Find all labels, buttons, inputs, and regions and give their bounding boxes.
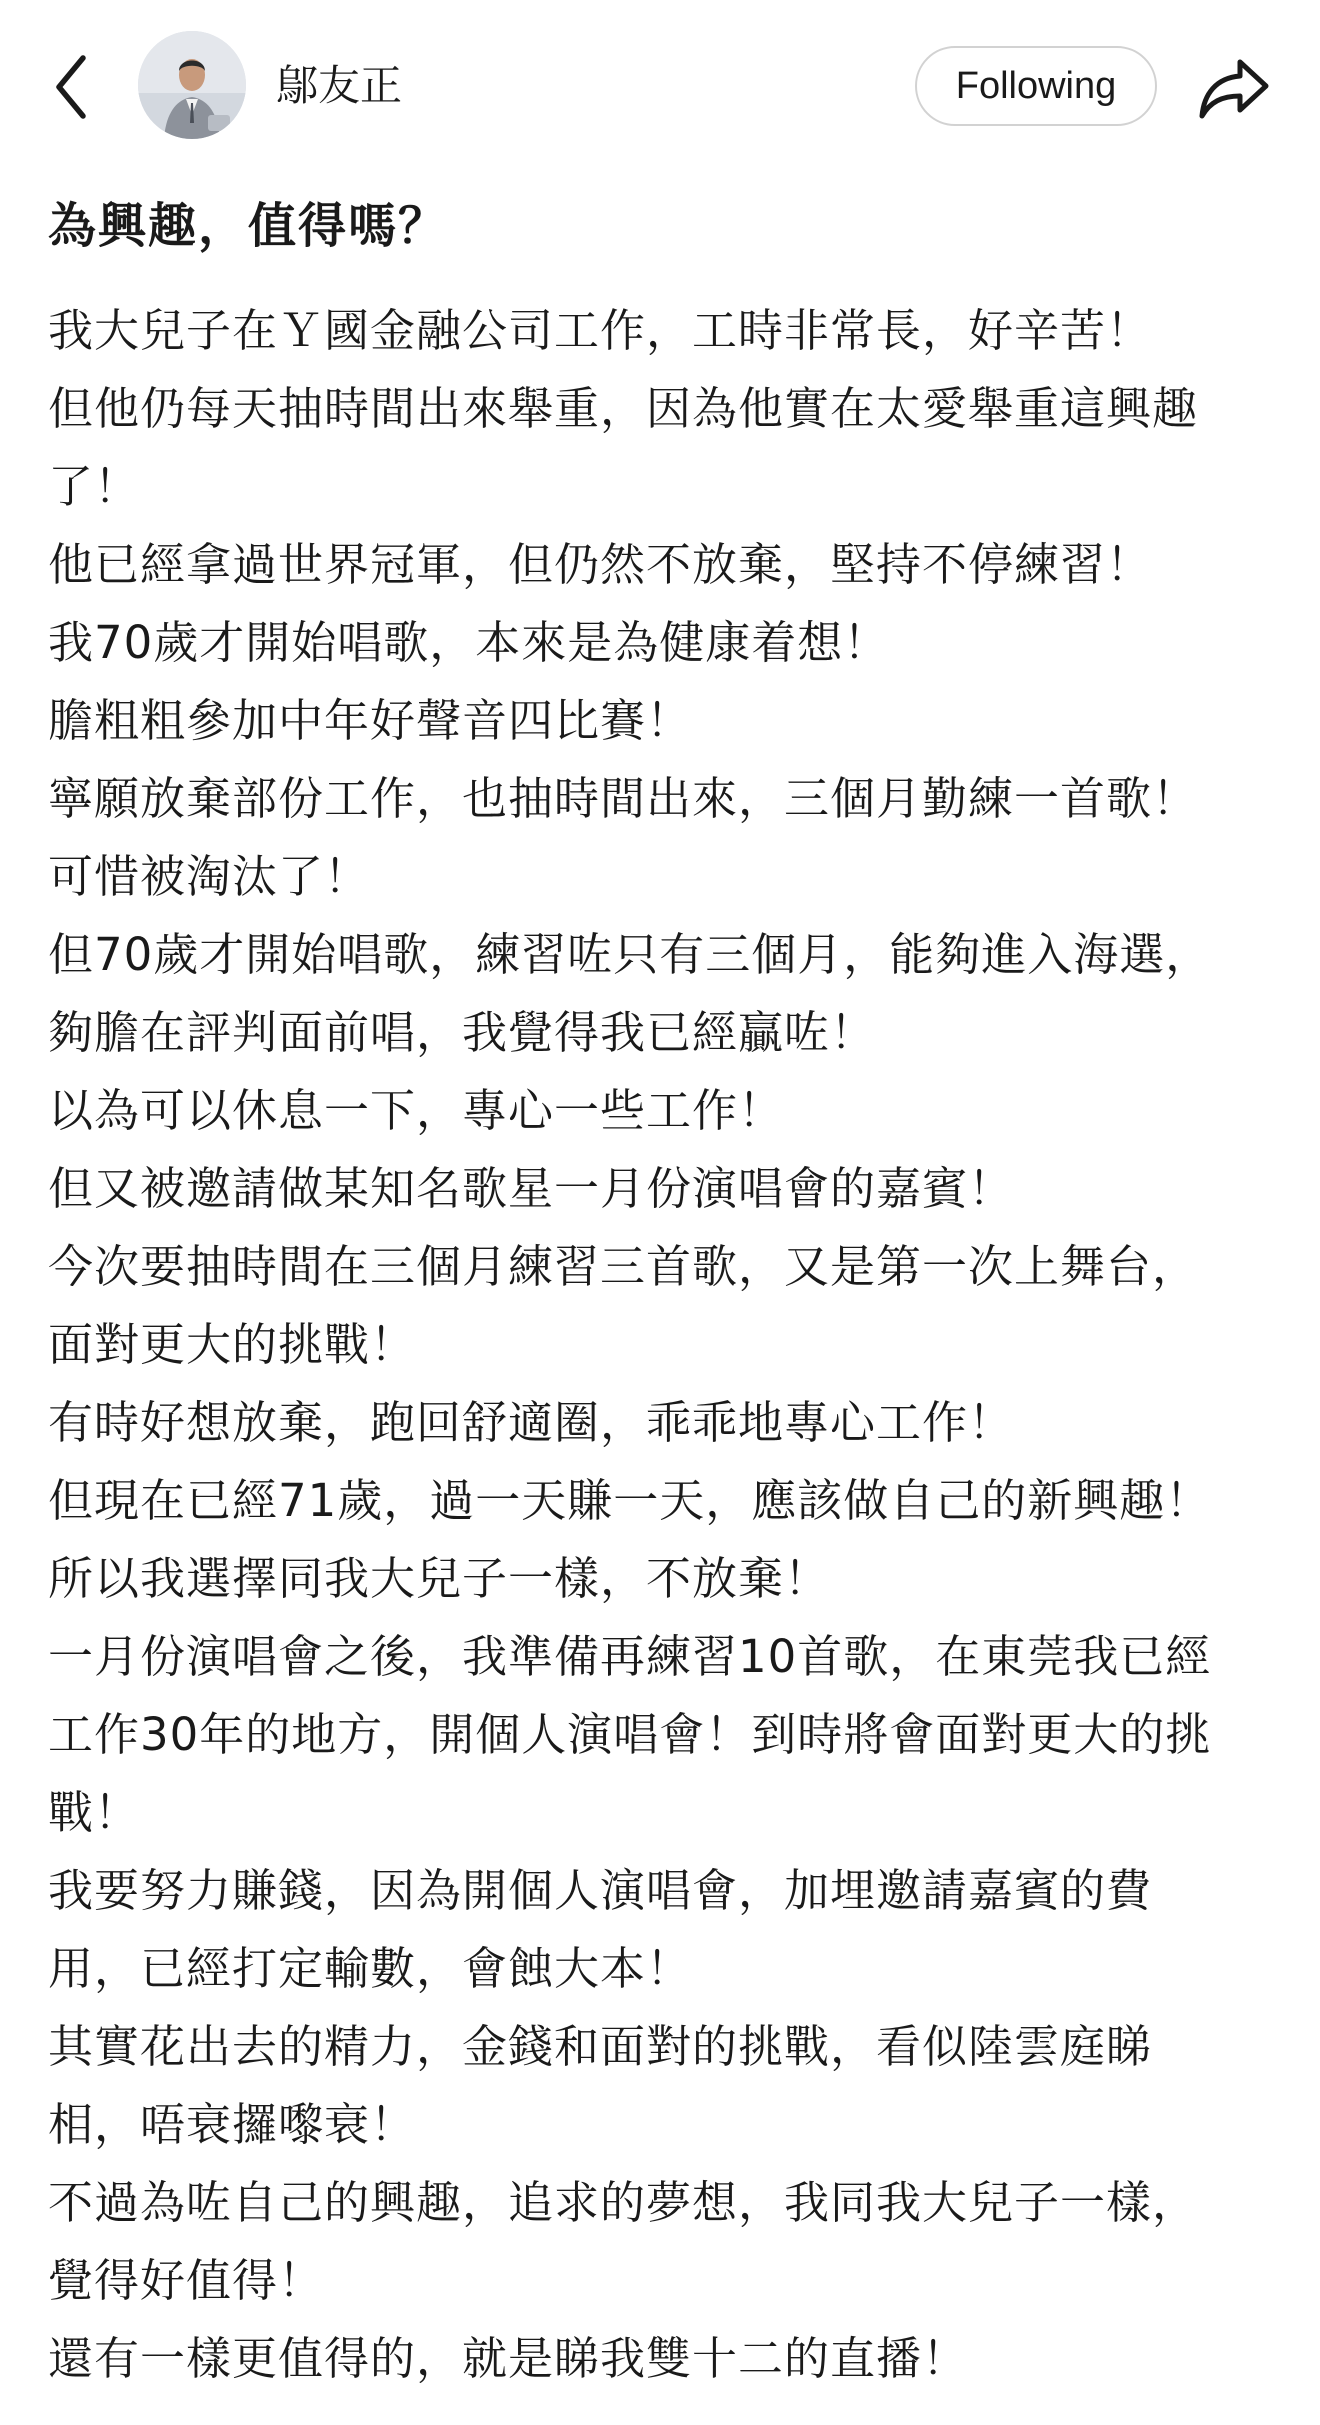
paragraph-line: 工作30年的地方，開個人演唱會！到時將會面對更大的挑 [48,1708,1212,1761]
paragraph-line: 不過為咗自己的興趣，追求的夢想，我同我大兒子一樣， [48,2176,1199,2229]
share-button[interactable] [1192,46,1276,130]
back-button[interactable] [40,42,102,132]
paragraph-line: 我要努力賺錢，因為開個人演唱會，加埋邀請嘉賓的費 [48,1864,1153,1917]
paragraph-line: 一月份演唱會之後，我準備再練習10首歌，在東莞我已經 [48,1630,1212,1683]
article-title: 為興趣，值得嗎？ [48,198,449,254]
paragraph-line: 他已經拿過世界冠軍，但仍然不放棄，堅持不停練習！ [48,538,1153,591]
paragraph-line: 用，已經打定輸數，會蝕大本！ [48,1942,693,1995]
chevron-left-icon [51,52,91,122]
author-avatar[interactable] [138,31,246,139]
paragraph-line: 我70歲才開始唱歌，本來是為健康着想！ [48,616,890,669]
article-body [48,292,1288,2398]
paragraph-line: 其實花出去的精力，金錢和面對的挑戰，看似陸雲庭睇 [48,2020,1153,2073]
paragraph-line: 寧願放棄部份工作，也抽時間出來，三個月勤練一首歌！ [48,772,1199,825]
paragraph-line: 但70歲才開始唱歌，練習咗只有三個月，能夠進入海選， [48,928,1212,981]
paragraph-line: 膽粗粗參加中年好聲音四比賽！ [48,694,693,747]
paragraph-line: 我大兒子在Ｙ國金融公司工作，工時非常長，好辛苦！ [48,304,1153,357]
paragraph-line: 但現在已經71歲，過一天賺一天，應該做自己的新興趣！ [48,1474,1212,1527]
share-arrow-icon [1198,56,1270,120]
paragraph-line: 但他仍每天抽時間出來舉重，因為他實在太愛舉重這興趣 [48,382,1199,435]
top-bar [0,0,1320,175]
paragraph-line: 以為可以休息一下，專心一些工作！ [48,1084,785,1137]
paragraph-line: 夠膽在評判面前唱，我覺得我已經贏咗！ [48,1006,877,1059]
paragraph-line: 有時好想放棄，跑回舒適圈，乖乖地專心工作！ [48,1396,1015,1449]
paragraph-line: 了！ [48,460,141,513]
paragraph-line: 今次要抽時間在三個月練習三首歌，又是第一次上舞台， [48,1240,1199,1293]
avatar-photo [138,31,246,139]
paragraph-line: 戰！ [48,1786,141,1839]
paragraph-line: 還有一樣更值得的，就是睇我雙十二的直播！ [48,2332,969,2385]
paragraph-line: 覺得好值得！ [48,2254,325,2307]
paragraph-line: 相，唔衰攞嚟衰！ [48,2098,417,2151]
paragraph-line: 可惜被淘汰了！ [48,850,371,903]
paragraph-line: 面對更大的挑戰！ [48,1318,417,1371]
author-name[interactable]: 鄔友正 [276,61,403,110]
paragraph-line: 所以我選擇同我大兒子一樣，不放棄！ [48,1552,831,1605]
paragraph-line: 但又被邀請做某知名歌星一月份演唱會的嘉賓！ [48,1162,1015,1215]
following-button[interactable]: Following [915,46,1157,126]
article [48,188,1288,2398]
